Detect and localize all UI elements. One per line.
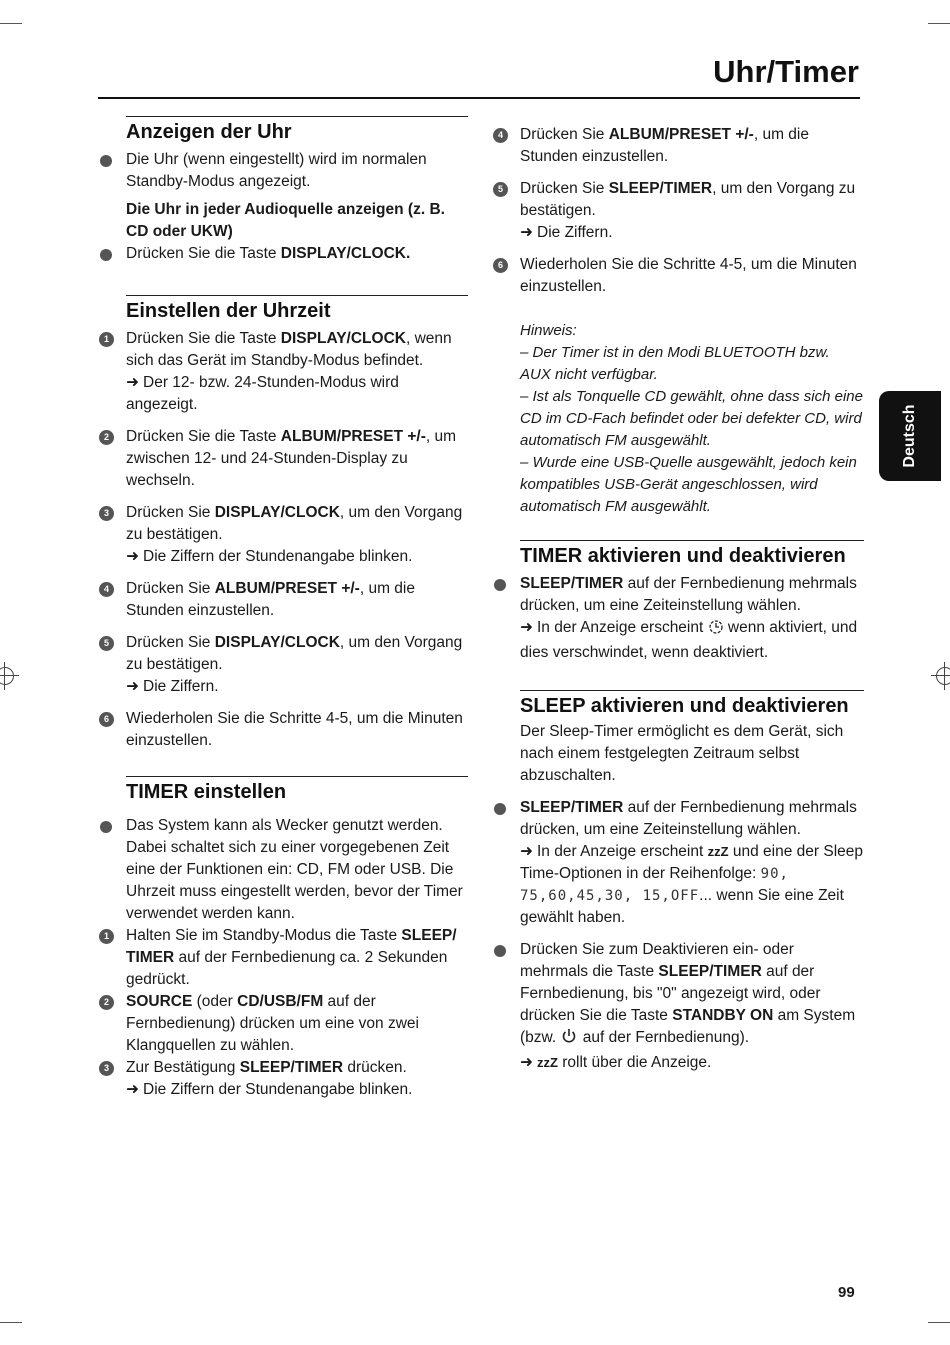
arrow-icon: ➜ xyxy=(126,678,139,695)
registration-mark xyxy=(0,667,14,685)
section-rule xyxy=(520,690,864,691)
section-heading: Anzeigen der Uhr xyxy=(126,121,292,143)
step-number: 3 xyxy=(99,506,114,521)
step-number: 2 xyxy=(99,430,114,445)
step-item: 6 Wiederholen Sie die Schritte 4-5, um die Minuten einzustellen. xyxy=(98,708,468,752)
arrow-icon: ➜ xyxy=(520,843,533,860)
arrow-icon: ➜ xyxy=(126,374,139,391)
bullet-icon xyxy=(100,155,112,167)
list-item: SLEEP/TIMER auf der Fernbedienung mehrmals drücken, um eine Zeiteinstellung wählen. ➜ In der Anzeige erscheint zzZ und eine der Sleep Time-Optionen in der Reihenfolge: 90, 75,60,45,30, 15,OFF... wenn Sie eine Zeit gewählt haben. xyxy=(492,797,864,929)
step-item: 2 SOURCE (oder CD/USB/FM auf der Fernbedienung) drücken um eine von zwei Klangquellen zu wählen. xyxy=(98,991,468,1057)
crop-mark xyxy=(0,23,22,24)
arrow-icon: ➜ xyxy=(520,619,533,636)
step-item: 2 Drücken Sie die Taste ALBUM/PRESET +/-, um zwischen 12- und 24-Stunden-Display zu wechseln. xyxy=(98,426,468,492)
list-item: Das System kann als Wecker genutzt werden. Dabei schaltet sich zu einer vorgegebenen Zeit eine der Funktionen ein: CD, FM oder USB. Die Uhrzeit muss eingestellt werden, bevor der Timer verwendet werden kann. xyxy=(98,815,468,925)
step-number: 5 xyxy=(493,182,508,197)
step-item: 6 Wiederholen Sie die Schritte 4-5, um die Minuten einzustellen. xyxy=(492,254,864,298)
note-line: – Der Timer ist in den Modi BLUETOOTH bzw. AUX nicht verfügbar. xyxy=(520,344,830,383)
bullet-icon xyxy=(494,803,506,815)
crop-mark xyxy=(0,1322,22,1323)
arrow-icon: ➜ xyxy=(520,224,533,241)
step-item: 1 Drücken Sie die Taste DISPLAY/CLOCK, wenn sich das Gerät im Standby-Modus befindet. ➜ Der 12- bzw. 24-Stunden-Modus wird angezeigt. xyxy=(98,328,468,416)
timer-clock-icon xyxy=(708,619,724,642)
step-item: 4 Drücken Sie ALBUM/PRESET +/-, um die Stunden einzustellen. xyxy=(492,124,864,168)
sleep-zzz-icon: zzZ xyxy=(537,1055,558,1070)
step-number: 6 xyxy=(99,712,114,727)
step-item: 4 Drücken Sie ALBUM/PRESET +/-, um die Stunden einzustellen. xyxy=(98,578,468,622)
subheading: Die Uhr in jeder Audioquelle anzeigen (z. B. CD oder UKW) xyxy=(126,201,445,240)
step-number: 6 xyxy=(493,258,508,273)
step-item: 5 Drücken Sie SLEEP/TIMER, um den Vorgang zu bestätigen. ➜ Die Ziffern. xyxy=(492,178,864,244)
section-heading: TIMER aktivieren und deaktivieren xyxy=(520,545,846,567)
step-number: 4 xyxy=(99,582,114,597)
title-rule xyxy=(98,97,860,99)
sleep-zzz-icon: zzZ xyxy=(707,844,729,859)
note-block xyxy=(520,320,864,518)
step-number: 3 xyxy=(99,1061,114,1076)
section-heading: TIMER einstellen xyxy=(126,781,287,803)
crop-mark xyxy=(928,23,950,24)
language-tab xyxy=(879,391,941,481)
bullet-icon xyxy=(100,249,112,261)
bullet-icon xyxy=(100,821,112,833)
list-item: Drücken Sie zum Deaktivieren ein- oder mehrmals die Taste SLEEP/TIMER auf der Fernbedienung, bis "0" angezeigt wird, oder drücken Sie die Taste STANDBY ON am System (bzw. auf der Fernbedienung). ➜ zzZ rollt über die Anzeige. xyxy=(492,939,864,1074)
step-number: 4 xyxy=(493,128,508,143)
step-item: 5 Drücken Sie DISPLAY/CLOCK, um den Vorgang zu bestätigen. ➜ Die Ziffern. xyxy=(98,632,468,698)
list-item: Die Uhr (wenn eingestellt) wird im normalen Standby-Modus angezeigt. xyxy=(98,149,468,193)
note-title: Hinweis: xyxy=(520,322,577,339)
step-number: 1 xyxy=(99,929,114,944)
step-number: 1 xyxy=(99,332,114,347)
registration-mark xyxy=(936,667,950,685)
step-number: 2 xyxy=(99,995,114,1010)
intro-paragraph: Der Sleep-Timer ermöglicht es dem Gerät, sich nach einem festgelegten Zeitraum selbst abzuschalten. xyxy=(520,723,844,784)
section-rule xyxy=(126,295,468,296)
step-item: 1 Halten Sie im Standby-Modus die Taste SLEEP/ TIMER auf der Fernbedienung ca. 2 Sekunden gedrückt. xyxy=(98,925,468,991)
section-rule xyxy=(126,116,468,117)
step-item: 3 Drücken Sie DISPLAY/CLOCK, um den Vorgang zu bestätigen. ➜ Die Ziffern der Stundenangabe blinken. xyxy=(98,502,468,568)
list-item: SLEEP/TIMER auf der Fernbedienung mehrmals drücken, um eine Zeiteinstellung wählen. ➜ In der Anzeige erscheint wenn aktiviert, und dies verschwindet, wenn deaktiviert. xyxy=(492,573,864,664)
step-item: 3 Zur Bestätigung SLEEP/TIMER drücken. ➜ Die Ziffern der Stundenangabe blinken. xyxy=(98,1057,468,1101)
crop-mark xyxy=(928,1322,950,1323)
arrow-icon: ➜ xyxy=(126,1081,139,1098)
note-line: – Ist als Tonquelle CD gewählt, ohne dass sich eine CD im CD-Fach befindet oder bei defekter CD, wird automatisch FM ausgewählt. xyxy=(520,388,863,449)
lcd-value: 75,60,45,30, 15,OFF xyxy=(520,888,700,904)
right-column xyxy=(492,124,864,1074)
bullet-icon xyxy=(494,945,506,957)
note-line: – Wurde eine USB-Quelle ausgewählt, jedoch kein kompatibles USB-Gerät angeschlossen, wird automatisch FM ausgewählt. xyxy=(520,454,857,515)
left-column xyxy=(98,116,468,1101)
power-icon xyxy=(560,1027,578,1052)
bullet-icon xyxy=(494,579,506,591)
section-rule xyxy=(520,540,864,541)
page-title: Uhr/Timer xyxy=(713,54,859,89)
section-rule xyxy=(126,776,468,777)
section-heading: Einstellen der Uhrzeit xyxy=(126,300,331,322)
section-heading: SLEEP aktivieren und deaktivieren xyxy=(520,695,849,717)
step-number: 5 xyxy=(99,636,114,651)
arrow-icon: ➜ xyxy=(126,548,139,565)
list-item: Drücken Sie die Taste DISPLAY/CLOCK. xyxy=(98,243,468,265)
arrow-icon: ➜ xyxy=(520,1054,533,1071)
lcd-value: 90, xyxy=(760,866,789,882)
page-number: 99 xyxy=(838,1284,855,1301)
language-tab-label: Deutsch xyxy=(901,404,918,468)
